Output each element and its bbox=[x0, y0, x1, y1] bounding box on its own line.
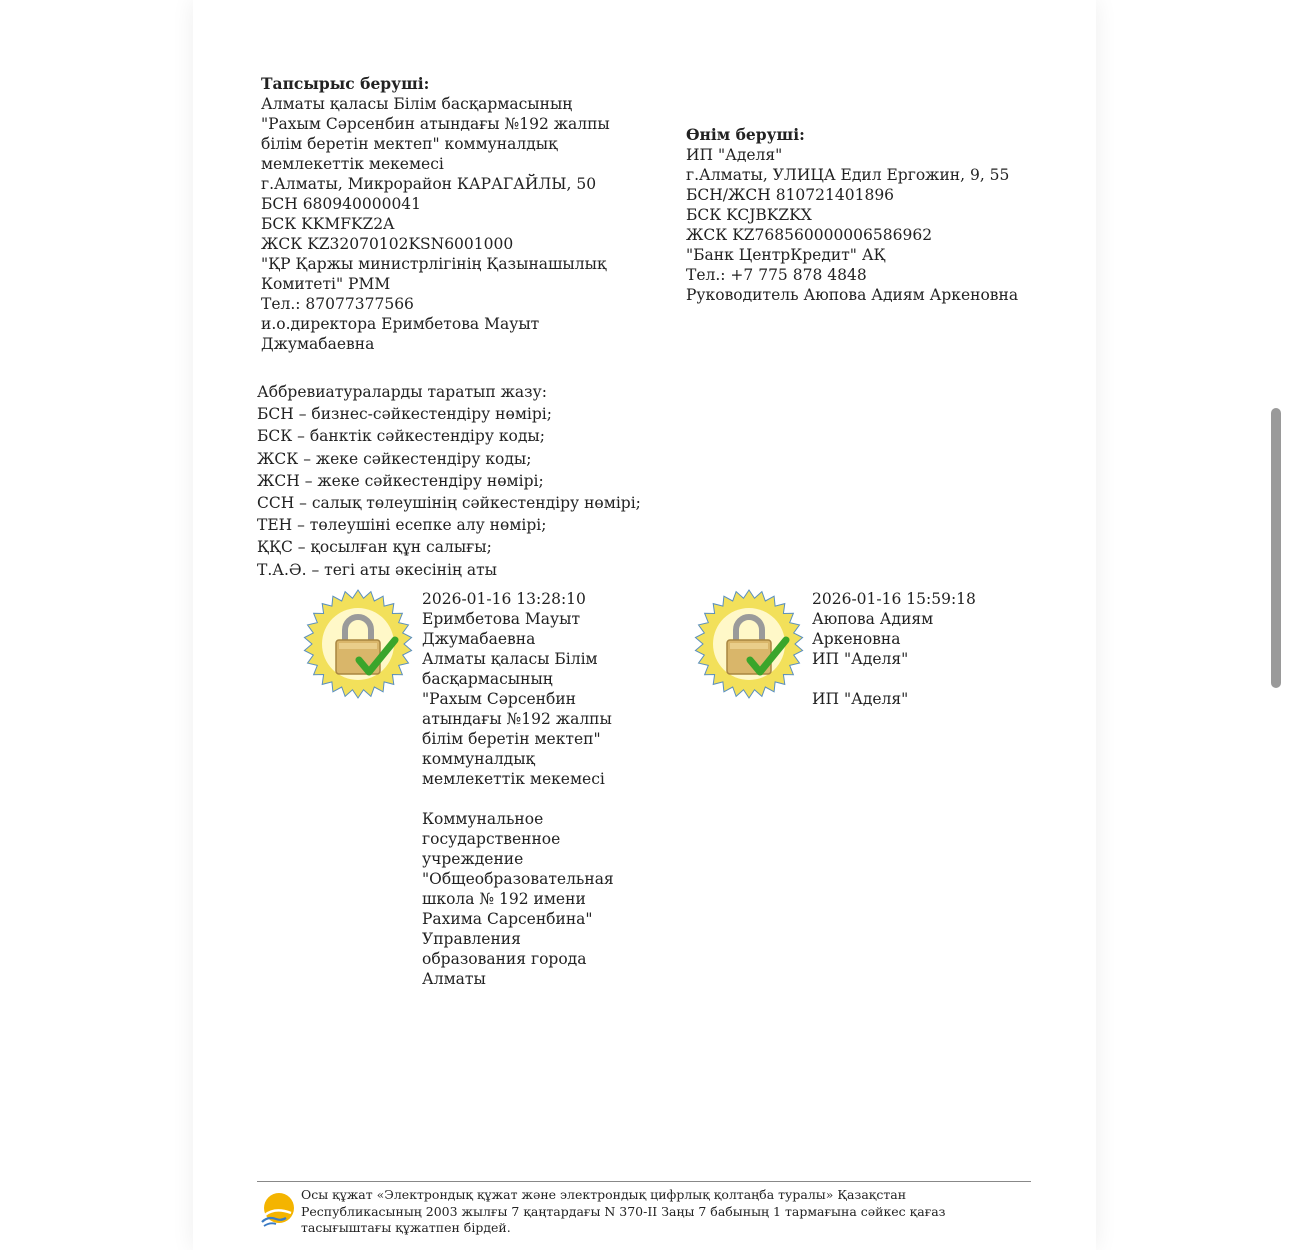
signer-name: Аркеновна bbox=[812, 630, 901, 648]
customer-bin: БСН 680940000041 bbox=[261, 195, 422, 213]
signer-org-kk: атындағы №192 жалпы bbox=[422, 710, 612, 728]
producer-block bbox=[686, 125, 1046, 305]
producer-director: Руководитель Аюпова Адиям Аркеновна bbox=[686, 286, 1019, 304]
signer-org: ИП "Аделя" bbox=[812, 650, 909, 668]
signature-timestamp: 2026-01-16 15:59:18 bbox=[812, 590, 976, 608]
signer-org-kk: басқармасының bbox=[422, 670, 553, 688]
signer-org-ru: учреждение bbox=[422, 850, 524, 868]
customer-block bbox=[261, 74, 621, 354]
signer-org-ru: государственное bbox=[422, 830, 561, 848]
abbreviation-item: ССН – салық төлеушінің сәйкестендіру нөмірі; bbox=[257, 494, 641, 513]
signer-org-kk: білім беретін мектеп" bbox=[422, 730, 601, 748]
signer-org-ru: Алматы bbox=[422, 970, 486, 988]
abbreviation-item: ҚҚС – қосылған құн салығы; bbox=[257, 538, 492, 557]
footer-divider bbox=[257, 1181, 1031, 1182]
signer-org-kk: "Рахым Сәрсенбин bbox=[422, 690, 576, 708]
customer-address: г.Алматы, Микрорайон КАРАГАЙЛЫ, 50 bbox=[261, 175, 597, 193]
footer-line: Осы құжат «Электрондық құжат және электрондық цифрлық қолтаңба туралы» Қазақстан bbox=[301, 1187, 907, 1202]
abbreviations-block bbox=[257, 381, 641, 581]
abbreviation-item: ЖСК – жеке сәйкестендіру коды; bbox=[257, 449, 532, 468]
signer-org-ru: школа № 192 имени bbox=[422, 890, 586, 908]
signature-seal-icon bbox=[694, 586, 804, 702]
signer-org-kk: Алматы қаласы Білім bbox=[422, 650, 598, 668]
customer-iik: ЖСК KZ32070102KSN6001000 bbox=[261, 235, 514, 253]
abbreviation-item: ЖСН – жеке сәйкестендіру нөмірі; bbox=[257, 471, 544, 490]
signature-customer bbox=[422, 589, 642, 989]
customer-phone: Тел.: 87077377566 bbox=[261, 295, 414, 313]
producer-bank: "Банк ЦентрКредит" АҚ bbox=[686, 246, 886, 264]
customer-heading: Тапсырыс беруші: bbox=[261, 74, 430, 93]
signer-org: ИП "Аделя" bbox=[812, 690, 909, 708]
signature-producer bbox=[812, 589, 1032, 709]
abbreviation-item: Т.А.Ә. – тегі аты әкесінің аты bbox=[257, 560, 497, 579]
signer-org-ru: Управления bbox=[422, 930, 521, 948]
footer-line: Республикасының 2003 жылғы 7 қаңтардағы N 370-II Заңы 7 бабының 1 тармағына сәйкес қағаз bbox=[301, 1203, 946, 1219]
customer-line: "Рахым Сәрсенбин атындағы №192 жалпы bbox=[261, 115, 610, 133]
signer-org-ru: "Общеобразовательная bbox=[422, 870, 614, 888]
signature-seal-icon bbox=[303, 586, 413, 702]
customer-bank: Комитеті" РММ bbox=[261, 275, 391, 293]
signature-timestamp: 2026-01-16 13:28:10 bbox=[422, 590, 586, 608]
customer-line: мемлекеттік мекемесі bbox=[261, 155, 444, 173]
producer-name: ИП "Аделя" bbox=[686, 146, 783, 164]
signer-name: Джумабаевна bbox=[422, 630, 536, 648]
customer-bik: БСК KKMFKZ2A bbox=[261, 215, 395, 233]
producer-bin: БСН/ЖСН 810721401896 bbox=[686, 186, 895, 204]
signer-org-ru: образования города bbox=[422, 950, 587, 968]
customer-line: білім беретін мектеп" коммуналдық bbox=[261, 135, 558, 153]
producer-phone: Тел.: +7 775 878 4848 bbox=[686, 266, 867, 284]
customer-line: Алматы қаласы Білім басқармасының bbox=[261, 95, 573, 113]
producer-heading: Өнім беруші: bbox=[686, 125, 805, 144]
signer-org-ru: Рахима Сарсенбина" bbox=[422, 910, 593, 928]
egov-logo-icon bbox=[259, 1191, 297, 1229]
abbreviation-item: БСК – банктік сәйкестендіру коды; bbox=[257, 427, 545, 446]
producer-bik: БСК KCJBKZKX bbox=[686, 206, 812, 224]
signer-org-ru: Коммунальное bbox=[422, 810, 544, 828]
customer-bank: "ҚР Қаржы министрлігінің Қазынашылық bbox=[261, 255, 607, 273]
footer-legal-text bbox=[301, 1187, 946, 1237]
producer-address: г.Алматы, УЛИЦА Едил Ергожин, 9, 55 bbox=[686, 166, 1010, 184]
signer-org-kk: коммуналдық bbox=[422, 750, 535, 768]
spacer bbox=[422, 789, 642, 809]
customer-director: Джумабаевна bbox=[261, 335, 375, 353]
producer-iik: ЖСК KZ768560000006586962 bbox=[686, 226, 933, 244]
signer-org-kk: мемлекеттік мекемесі bbox=[422, 770, 605, 788]
abbreviation-item: БСН – бизнес-сәйкестендіру нөмірі; bbox=[257, 405, 552, 424]
footer-line: тасығыштағы құжатпен бірдей. bbox=[301, 1220, 511, 1235]
abbreviation-item: ТЕН – төлеушіні есепке алу нөмірі; bbox=[257, 516, 547, 535]
spacer bbox=[812, 669, 1032, 689]
abbreviations-title: Аббревиатураларды таратып жазу: bbox=[257, 383, 547, 401]
vertical-scrollbar[interactable] bbox=[1271, 408, 1281, 688]
document-page bbox=[193, 0, 1096, 1250]
signer-name: Аюпова Адиям bbox=[812, 610, 934, 628]
customer-director: и.о.директора Еримбетова Мауыт bbox=[261, 315, 540, 333]
signer-name: Еримбетова Мауыт bbox=[422, 610, 581, 628]
